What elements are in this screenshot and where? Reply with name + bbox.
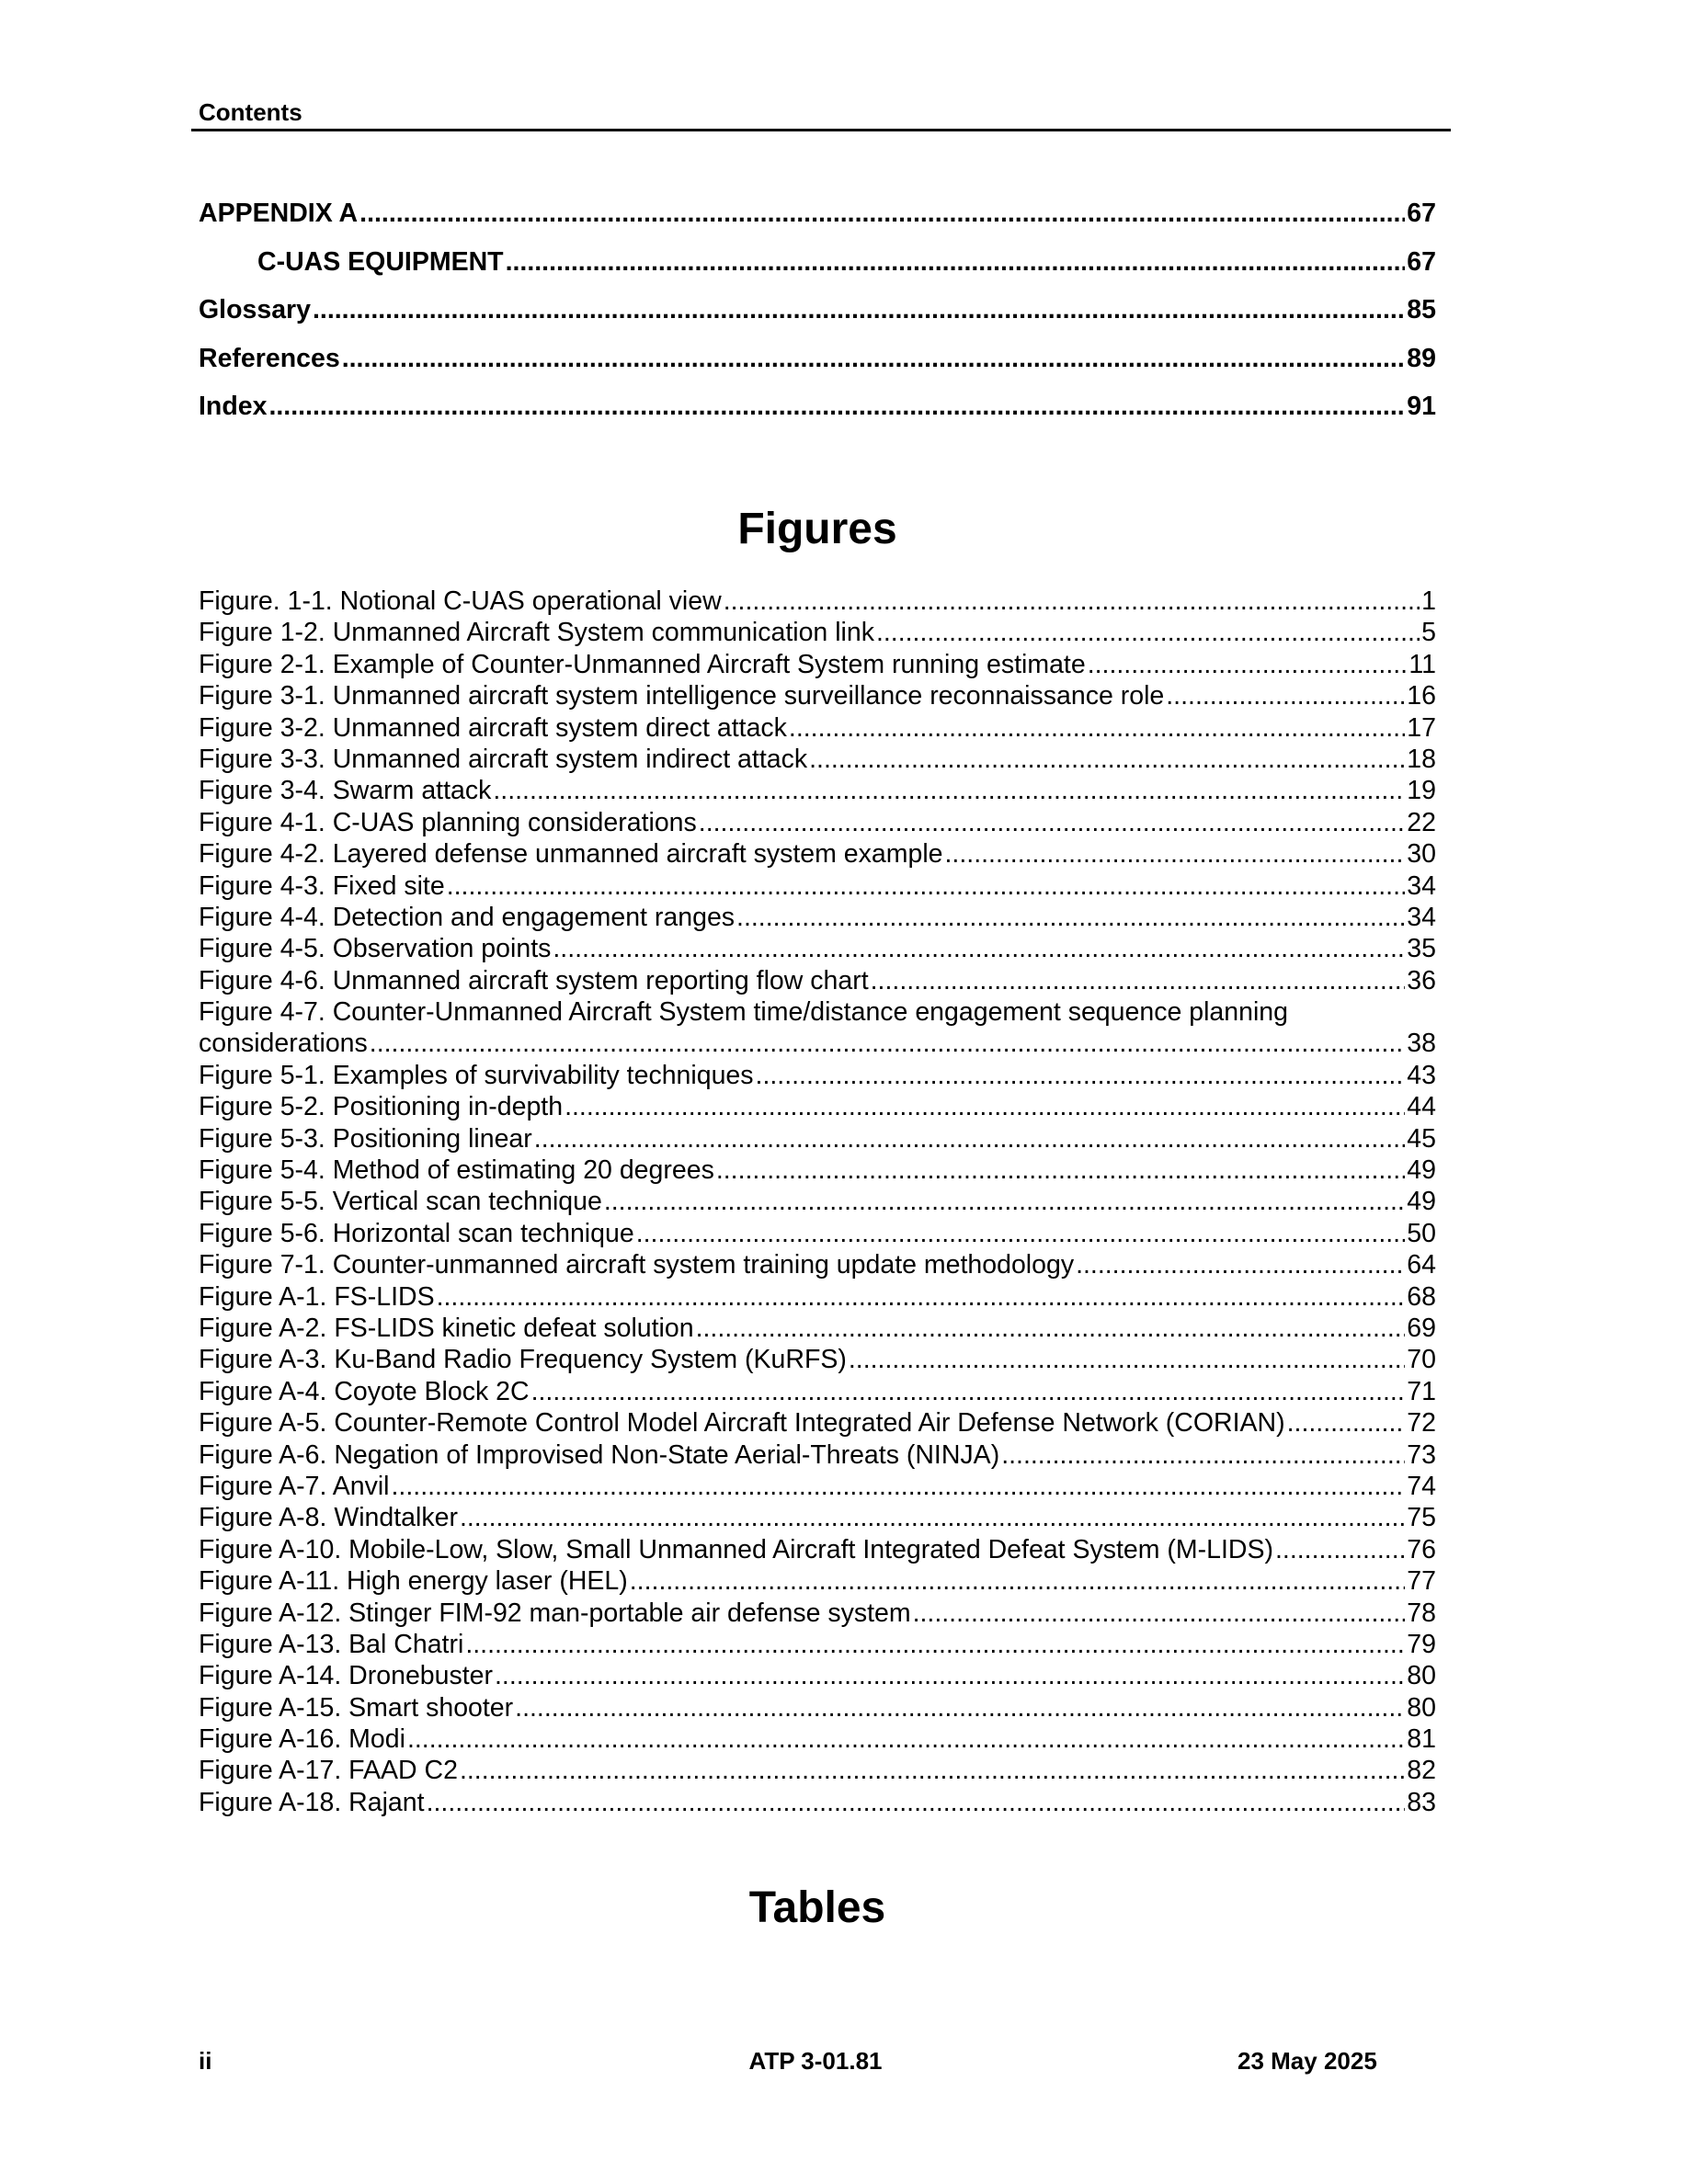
figure-entry[interactable] [199,1629,1436,1660]
figure-entry[interactable] [199,1218,1436,1249]
header-rule [191,129,1451,131]
dot-leader [495,1660,1405,1691]
figure-entry-page: 80 [1407,1692,1436,1723]
figure-entry[interactable] [199,1376,1436,1407]
figure-entry[interactable] [199,1471,1436,1502]
figure-entry-page: 69 [1407,1313,1436,1343]
footer-document-id: ATP 3-01.81 [748,2047,883,2075]
figure-entry-line [199,1218,1436,1249]
figure-entry[interactable] [199,1787,1436,1818]
figure-entry[interactable] [199,680,1436,711]
figure-entry-line [199,1091,1436,1122]
figure-entry[interactable] [199,1439,1436,1471]
figure-entry-page: 81 [1407,1724,1436,1755]
figure-entry-title: Figure 3-2. Unmanned aircraft system direct attack [199,712,787,743]
dot-leader [342,342,1406,375]
figure-entry-title: Figure A-17. FAAD C2 [199,1756,458,1786]
toc-entry[interactable] [199,197,1436,245]
dot-leader [1166,680,1405,711]
figure-entry-page: 30 [1407,839,1436,870]
figure-entry[interactable] [199,617,1436,648]
figure-entry[interactable] [199,1249,1436,1280]
toc-entry-title: Index [199,392,268,421]
figure-entry[interactable] [199,1660,1436,1691]
dot-leader [849,1344,1405,1375]
figure-entry-line [199,1060,1436,1091]
figure-entry-page: 68 [1407,1281,1436,1312]
running-header: Contents [199,98,302,126]
figure-entry-page: 38 [1407,1029,1436,1059]
toc-entry-title: APPENDIX A [199,199,359,228]
figure-entry[interactable] [199,996,1436,1060]
toc-entry-page: 89 [1407,343,1436,373]
figure-entry-line [199,1155,1436,1186]
figure-entry-line [199,586,1436,617]
figure-entry-title: Figure A-2. FS-LIDS kinetic defeat solution [199,1313,694,1343]
dot-leader [427,1787,1406,1818]
figure-entry[interactable] [199,1692,1436,1723]
dot-leader [876,617,1420,648]
figure-entry-title: Figure 4-6. Unmanned aircraft system reporting flow chart [199,965,869,995]
figure-entry-title: Figure 5-2. Positioning in-depth [199,1092,564,1122]
figure-entry-line [199,617,1436,648]
figure-entry-line [199,1629,1436,1660]
figure-entry-page: 50 [1407,1218,1436,1248]
dot-leader [736,902,1405,933]
dot-leader [460,1755,1405,1786]
figure-entry[interactable] [199,1091,1436,1122]
figure-entry-page: 19 [1407,776,1436,806]
figure-entry-page: 72 [1407,1408,1436,1439]
figure-entry-page: 49 [1407,1187,1436,1217]
dot-leader [724,586,1420,617]
figure-entry[interactable] [199,1123,1436,1155]
figure-entry[interactable] [199,1565,1436,1597]
figure-entry-title: Figure A-5. Counter-Remote Control Model Aircraft Integrated Air Defense Network (CORIAN) [199,1408,1285,1439]
figure-entry-line [199,1186,1436,1217]
figure-entry-page: 71 [1407,1376,1436,1406]
figure-entry-line [199,649,1436,680]
dot-leader [1275,1534,1405,1565]
dot-leader [493,775,1405,806]
figure-entry-page: 80 [1407,1661,1436,1691]
figure-entry-page: 44 [1407,1092,1436,1122]
dot-leader [1001,1439,1405,1471]
figure-entry-title: Figure 5-3. Positioning linear [199,1123,532,1154]
figure-entry-title: Figure A-7. Anvil [199,1471,390,1501]
figure-entry-title: Figure A-1. FS-LIDS [199,1281,435,1312]
dot-leader [1088,649,1408,680]
figure-entry-title: Figure A-8. Windtalker [199,1503,458,1533]
figure-entry-title: Figure A-14. Dronebuster [199,1661,493,1691]
figure-entry-line [199,1281,1436,1313]
figure-entry-title: Figure A-11. High energy laser (HEL) [199,1566,628,1597]
dot-leader [809,744,1405,775]
figure-entry[interactable] [199,1186,1436,1217]
figure-entry-page: 64 [1407,1250,1436,1280]
figure-entry[interactable] [199,1598,1436,1629]
figure-entry[interactable] [199,1344,1436,1375]
figure-entry-page: 45 [1407,1123,1436,1154]
figure-entry-page: 1 [1421,586,1436,616]
figure-entry-title: Figure 4-1. C-UAS planning considerations [199,807,697,837]
figure-entry[interactable] [199,933,1436,964]
figure-entry-page: 16 [1407,681,1436,711]
figure-entry[interactable] [199,1313,1436,1344]
dot-leader [268,390,1405,423]
dot-leader [515,1692,1405,1723]
figure-entry-title: Figure A-18. Rajant [199,1787,425,1817]
figure-entry[interactable] [199,965,1436,996]
figure-entry[interactable] [199,586,1436,617]
figure-entry-title: Figure 5-1. Examples of survivability techniques [199,1060,754,1090]
dot-leader [370,1028,1406,1059]
figure-entry[interactable] [199,870,1436,902]
figure-entry-title: Figure 3-3. Unmanned aircraft system indirect attack [199,744,808,774]
figure-entry-line [199,1313,1436,1344]
figure-entry-line [199,1692,1436,1723]
figure-entry-page: 17 [1407,712,1436,743]
figure-entry-line [199,1660,1436,1691]
figure-entry-title: considerations [199,1029,368,1059]
figure-entry-title: Figure 4-3. Fixed site [199,870,445,901]
figure-entry[interactable] [199,1407,1436,1439]
figure-entry-title: Figure 4-4. Detection and engagement ranges [199,902,736,932]
figure-entry-line [199,1344,1436,1375]
figure-entry[interactable] [199,1755,1436,1786]
figure-entry-title: Figure A-10. Mobile-Low, Slow, Small Unmanned Aircraft Integrated Defeat System (M-LIDS) [199,1534,1273,1564]
toc-entry[interactable] [199,390,1436,438]
figure-entry-line [199,1755,1436,1786]
figure-entry[interactable] [199,1155,1436,1186]
figure-entry[interactable] [199,1534,1436,1565]
dot-leader [756,1060,1406,1091]
dot-leader [871,965,1406,996]
toc-entry[interactable] [199,245,1436,294]
toc-entry[interactable] [199,293,1436,342]
dot-leader [313,293,1405,326]
figure-entry-line [199,1787,1436,1818]
figure-entry[interactable] [199,744,1436,775]
toc-entry[interactable] [199,342,1436,391]
figure-entry-title: Figure A-6. Negation of Improvised Non-State Aerial-Threats (NINJA) [199,1439,1000,1470]
dot-leader [565,1091,1405,1122]
figure-entry-title: Figure 5-4. Method of estimating 20 degrees [199,1155,714,1186]
figure-entry-page: 82 [1407,1756,1436,1786]
dot-leader [696,1313,1406,1344]
figure-entry-page: 75 [1407,1503,1436,1533]
figure-entry[interactable] [199,1281,1436,1313]
figure-entry-line [199,1471,1436,1502]
figure-entry[interactable] [199,649,1436,680]
dot-leader [913,1598,1406,1629]
figure-entry-title: Figure A-4. Coyote Block 2C [199,1376,530,1406]
dot-leader [553,933,1405,964]
toc-entry-page: 85 [1407,295,1436,324]
dot-leader [630,1565,1406,1597]
figure-entry-title: Figure 3-1. Unmanned aircraft system intelligence surveillance reconnaissance role [199,681,1165,711]
figure-entry-page: 77 [1407,1566,1436,1597]
figure-entry-title: Figure 7-1. Counter-unmanned aircraft system training update methodology [199,1250,1075,1280]
figure-entry-line [199,1534,1436,1565]
dot-leader [460,1502,1405,1533]
figure-entry-page: 49 [1407,1155,1436,1186]
figure-entry-line [199,775,1436,806]
figure-entry-line [199,1376,1436,1407]
figure-entry[interactable] [199,807,1436,838]
figure-entry-title: Figure 1-2. Unmanned Aircraft System communication link [199,618,874,648]
figure-entry-page: 83 [1407,1787,1436,1817]
figure-entry-page: 70 [1407,1345,1436,1375]
dot-leader [531,1376,1406,1407]
toc-entry-title: Glossary [199,295,311,324]
figure-entry-line [199,1028,1436,1059]
figure-entry-line [199,933,1436,964]
figure-entry[interactable] [199,775,1436,806]
figure-entry-page: 78 [1407,1598,1436,1628]
dot-leader [945,838,1406,870]
table-of-contents [199,197,1436,438]
toc-entry-title: C-UAS EQUIPMENT [257,246,504,277]
list-of-figures [199,586,1436,1818]
figure-entry-line [199,1439,1436,1471]
tables-heading: Tables [748,1883,886,1932]
figure-entry-title: Figure A-13. Bal Chatri [199,1629,464,1659]
dot-leader [1076,1249,1405,1280]
figure-entry-line [199,1565,1436,1597]
figure-entry-line [199,838,1436,870]
figure-entry-line [199,1249,1436,1280]
figure-entry-page: 34 [1407,902,1436,932]
figure-entry-line [199,1502,1436,1533]
toc-entry-page: 67 [1407,246,1436,277]
figure-entry-page: 18 [1407,744,1436,774]
footer-page-number: ii [199,2047,212,2075]
figure-entry-page: 34 [1407,870,1436,901]
figure-entry-line [199,1407,1436,1439]
toc-entry-title: References [199,343,340,373]
figure-entry-line [199,807,1436,838]
dot-leader [1287,1407,1406,1439]
figure-entry-page: 43 [1407,1060,1436,1090]
figure-entry-page: 76 [1407,1534,1436,1564]
figure-entry[interactable] [199,1723,1436,1755]
figure-entry-page: 79 [1407,1629,1436,1659]
figure-entry[interactable] [199,838,1436,870]
figure-entry-title: Figure 4-5. Observation points [199,934,552,964]
dot-leader [534,1123,1406,1155]
figure-entry-title: Figure 4-2. Layered defense unmanned aircraft system example [199,839,943,870]
dot-leader [716,1155,1405,1186]
figure-entry-title: Figure A-15. Smart shooter [199,1692,514,1723]
figure-entry-line [199,680,1436,711]
figure-entry-line [199,712,1436,744]
figure-entry[interactable] [199,712,1436,744]
figure-entry-line [199,1123,1436,1155]
figure-entry-page: 11 [1409,649,1436,679]
figure-entry-title: Figure 5-6. Horizontal scan technique [199,1218,634,1248]
dot-leader [465,1629,1405,1660]
figure-entry[interactable] [199,1060,1436,1091]
figure-entry-page: 74 [1407,1471,1436,1501]
dot-leader [699,807,1406,838]
figure-entry-line [199,1723,1436,1755]
dot-leader [407,1723,1405,1755]
dot-leader [447,870,1406,902]
figure-entry-title: Figure 3-4. Swarm attack [199,776,492,806]
footer-date: 23 May 2025 [1237,2047,1377,2075]
figure-entry-page: 5 [1421,618,1436,648]
figure-entry-line [199,965,1436,996]
figure-entry-line [199,744,1436,775]
figure-entry-title: Figure A-3. Ku-Band Radio Frequency System (KuRFS) [199,1345,847,1375]
figure-entry-page: 35 [1407,934,1436,964]
figure-entry-line [199,1598,1436,1629]
figure-entry-title: Figure 2-1. Example of Counter-Unmanned Aircraft System running estimate [199,649,1086,679]
dot-leader [604,1186,1405,1217]
figures-heading: Figures [737,505,897,553]
figure-entry-title-line1: Figure 4-7. Counter-Unmanned Aircraft System time/distance engagement sequence planning [199,997,1288,1028]
dot-leader [636,1218,1406,1249]
figure-entry-line [199,870,1436,902]
dot-leader [506,245,1406,279]
figure-entry[interactable] [199,1502,1436,1533]
figure-entry-page: 36 [1407,965,1436,995]
figure-entry-title: Figure A-12. Stinger FIM-92 man-portable air defense system [199,1598,911,1628]
dot-leader [392,1471,1406,1502]
figure-entry-page: 22 [1407,807,1436,837]
toc-entry-page: 91 [1407,392,1436,421]
dot-leader [789,712,1405,744]
figure-entry-title: Figure. 1-1. Notional C-UAS operational view [199,586,722,616]
figure-entry-title: Figure A-16. Modi [199,1724,405,1755]
dot-leader [437,1281,1406,1313]
toc-entry-page: 67 [1407,199,1436,228]
dot-leader [359,197,1405,230]
figure-entry-title: Figure 5-5. Vertical scan technique [199,1187,602,1217]
figure-entry[interactable] [199,902,1436,933]
figure-entry-page: 73 [1407,1439,1436,1470]
figure-entry-line [199,902,1436,933]
